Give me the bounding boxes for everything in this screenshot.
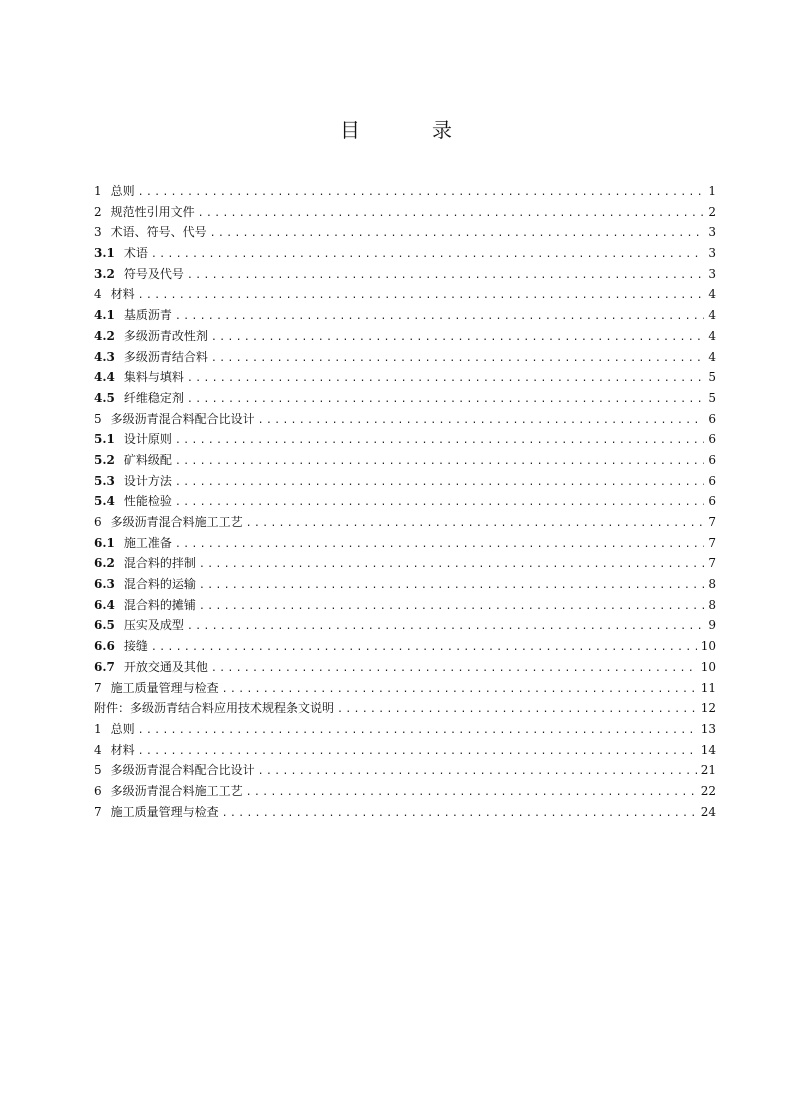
toc-entry-label: 性能检验 — [123, 494, 172, 509]
toc-entry-number: 6.7 — [94, 659, 115, 674]
toc-leader-dots — [187, 617, 704, 638]
toc-entry-label: 矿料级配 — [123, 452, 172, 467]
toc-entry[interactable] — [94, 781, 716, 802]
toc-entry-number: 附件： — [94, 701, 131, 716]
toc-entry[interactable] — [94, 367, 716, 388]
toc-leader-dots — [337, 700, 697, 721]
toc-entry-label: 施工质量管理与检查 — [110, 680, 219, 695]
toc-leader-dots — [258, 411, 704, 432]
toc-leader-dots — [175, 307, 704, 328]
toc-entry-label: 纤维稳定剂 — [123, 390, 184, 405]
toc-leader-dots — [187, 390, 704, 411]
toc-entry-label: 压实及成型 — [123, 618, 184, 633]
toc-entry-page: 5 — [708, 390, 716, 405]
toc-entry[interactable] — [94, 305, 716, 326]
toc-entry[interactable] — [94, 678, 716, 699]
toc-entry-label: 材料 — [110, 742, 135, 757]
toc-entry-number: 3.2 — [94, 266, 115, 281]
toc-leader-dots — [138, 742, 697, 763]
toc-leader-dots — [246, 783, 697, 804]
toc-entry-number: 1 — [94, 721, 102, 736]
toc-leader-dots — [151, 638, 697, 659]
toc-entry-number: 6 — [94, 783, 102, 798]
toc-entry-label: 术语、符号、代号 — [110, 225, 207, 240]
toc-entry-label: 总则 — [110, 721, 135, 736]
toc-entry-page: 6 — [708, 411, 716, 426]
toc-entry[interactable] — [94, 181, 716, 202]
toc-entry-page: 3 — [708, 225, 716, 240]
toc-entry-label: 混合料的运输 — [123, 577, 196, 592]
toc-entry-page: 7 — [708, 515, 716, 529]
toc-leader-dots — [222, 680, 697, 701]
toc-entry-number: 6.5 — [94, 618, 115, 633]
toc-entry[interactable] — [94, 450, 716, 471]
toc-entry-number: 4.1 — [94, 308, 115, 323]
toc-entry[interactable] — [94, 347, 716, 368]
toc-entry-page: 6 — [708, 432, 716, 447]
toc-entry[interactable] — [94, 491, 716, 512]
toc-entry[interactable] — [94, 326, 716, 347]
toc-entry-number: 6.4 — [94, 597, 115, 612]
toc-entry[interactable] — [94, 388, 716, 409]
toc-entry-label: 混合料的拌制 — [123, 556, 196, 571]
toc-entry-number: 5.3 — [94, 473, 115, 488]
toc-entry-number: 6 — [94, 515, 102, 529]
toc-entry[interactable] — [94, 595, 716, 616]
toc-entry-page: 7 — [708, 535, 716, 550]
toc-entry-number: 3.1 — [94, 246, 115, 261]
toc-entry-page: 4 — [708, 308, 716, 323]
toc-entry-label: 基质沥青 — [123, 308, 172, 323]
toc-entry-page: 4 — [708, 328, 716, 343]
toc-leader-dots — [199, 555, 704, 576]
toc-entry-page: 4 — [708, 349, 716, 364]
toc-entry-number: 4 — [94, 742, 102, 757]
toc-leader-dots — [222, 804, 697, 825]
toc-entry-page: 6 — [708, 473, 716, 488]
toc-entry-page: 21 — [700, 763, 716, 778]
toc-leader-dots — [199, 576, 704, 597]
toc-leader-dots — [198, 204, 704, 225]
toc-entry-page: 3 — [708, 246, 716, 261]
toc-entry-page: 8 — [708, 597, 716, 612]
toc-entry-label: 术语 — [123, 246, 148, 261]
toc-entry[interactable] — [94, 657, 716, 678]
toc-entry-page: 24 — [700, 804, 716, 819]
toc-entry-number: 6.1 — [94, 535, 115, 550]
table-of-contents — [94, 181, 716, 822]
toc-entry-label: 多级沥青混合料配合比设计 — [110, 411, 255, 426]
toc-entry-label: 多级沥青改性剂 — [123, 328, 208, 343]
toc-leader-dots — [211, 659, 697, 680]
toc-entry-label: 多级沥青结合料 — [123, 349, 208, 364]
toc-entry-label: 规范性引用文件 — [110, 204, 195, 219]
toc-entry-number: 6.2 — [94, 556, 115, 571]
toc-entry-number: 6.6 — [94, 639, 115, 654]
toc-entry[interactable] — [94, 512, 716, 533]
toc-entry-label: 多级沥青混合料配合比设计 — [110, 763, 255, 778]
toc-entry-label: 施工质量管理与检查 — [110, 804, 219, 819]
toc-entry[interactable] — [94, 471, 716, 492]
toc-entry-number: 4.2 — [94, 328, 115, 343]
toc-entry-label: 设计方法 — [123, 473, 172, 488]
toc-entry-page: 11 — [700, 680, 716, 695]
toc-entry-number: 5.1 — [94, 432, 115, 447]
toc-entry-label: 多级沥青混合料施工工艺 — [110, 783, 243, 798]
toc-entry-number: 3 — [94, 225, 102, 240]
toc-entry-page: 8 — [708, 577, 716, 592]
toc-entry-number: 4 — [94, 287, 102, 302]
toc-entry-number: 4.3 — [94, 349, 115, 364]
toc-entry-number: 4.4 — [94, 370, 115, 385]
toc-entry-page: 6 — [708, 452, 716, 467]
toc-entry-page: 14 — [700, 742, 716, 757]
toc-entry-label: 多级沥青结合料应用技术规程条文说明 — [130, 701, 335, 716]
toc-leader-dots — [187, 266, 704, 287]
toc-entry-number: 5.4 — [94, 494, 115, 509]
toc-leader-dots — [175, 493, 704, 514]
toc-entry-number: 6.3 — [94, 577, 115, 592]
toc-entry[interactable] — [94, 243, 716, 264]
toc-entry[interactable] — [94, 409, 716, 430]
toc-entry[interactable] — [94, 553, 716, 574]
toc-leader-dots — [138, 286, 704, 307]
toc-entry-page: 2 — [708, 204, 716, 219]
toc-entry-page: 12 — [700, 701, 716, 716]
toc-entry-number: 7 — [94, 680, 102, 695]
toc-leader-dots — [175, 473, 704, 494]
page-title: 目 录 — [340, 118, 478, 142]
toc-entry[interactable] — [94, 533, 716, 554]
toc-entry-number: 1 — [94, 184, 102, 198]
toc-entry[interactable] — [94, 698, 716, 719]
toc-entry[interactable] — [94, 636, 716, 657]
toc-leader-dots — [210, 224, 704, 245]
toc-entry[interactable] — [94, 760, 716, 781]
toc-entry[interactable] — [94, 429, 716, 450]
toc-entry-label: 材料 — [110, 287, 135, 302]
toc-entry-page: 5 — [708, 370, 716, 385]
toc-leader-dots — [175, 452, 704, 473]
toc-leader-dots — [199, 597, 704, 618]
toc-leader-dots — [138, 721, 697, 742]
toc-entry[interactable] — [94, 222, 716, 243]
toc-entry-number: 4.5 — [94, 390, 115, 405]
toc-leader-dots — [187, 369, 704, 390]
toc-entry[interactable] — [94, 802, 716, 823]
toc-entry[interactable] — [94, 202, 716, 223]
toc-entry-page: 1 — [708, 184, 716, 198]
toc-entry-label: 多级沥青混合料施工工艺 — [110, 515, 243, 529]
toc-entry-page: 13 — [700, 721, 716, 736]
toc-entry-number: 5.2 — [94, 452, 115, 467]
toc-entry-page: 4 — [708, 287, 716, 302]
toc-entry[interactable] — [94, 574, 716, 595]
toc-entry-number: 5 — [94, 411, 102, 426]
toc-leader-dots — [138, 183, 704, 204]
toc-leader-dots — [211, 349, 704, 370]
toc-entry-page: 6 — [708, 494, 716, 509]
toc-entry-number: 2 — [94, 204, 102, 219]
toc-leader-dots — [258, 762, 697, 783]
toc-entry-page: 22 — [700, 783, 716, 798]
toc-entry-page: 10 — [700, 659, 716, 674]
toc-entry-label: 接缝 — [123, 639, 148, 654]
toc-leader-dots — [175, 431, 704, 452]
toc-entry-label: 符号及代号 — [123, 266, 184, 281]
toc-entry-label: 设计原则 — [123, 432, 172, 447]
toc-entry-page: 7 — [708, 556, 716, 571]
toc-entry[interactable] — [94, 615, 716, 636]
toc-entry-page: 9 — [708, 618, 716, 633]
toc-entry-label: 施工准备 — [123, 535, 172, 550]
toc-leader-dots — [175, 535, 704, 556]
toc-entry-page: 10 — [700, 639, 716, 654]
toc-leader-dots — [151, 245, 704, 266]
toc-entry-label: 混合料的摊铺 — [123, 597, 196, 612]
toc-entry[interactable] — [94, 284, 716, 305]
toc-entry-number: 7 — [94, 804, 102, 819]
toc-entry[interactable] — [94, 264, 716, 285]
toc-entry[interactable] — [94, 740, 716, 761]
toc-entry-label: 总则 — [110, 184, 135, 198]
toc-leader-dots — [211, 328, 704, 349]
toc-entry-label: 开放交通及其他 — [123, 659, 208, 674]
toc-entry-number: 5 — [94, 763, 102, 778]
toc-entry[interactable] — [94, 719, 716, 740]
toc-entry-label: 集料与填料 — [123, 370, 184, 385]
toc-leader-dots — [246, 514, 704, 535]
toc-entry-page: 3 — [708, 266, 716, 281]
